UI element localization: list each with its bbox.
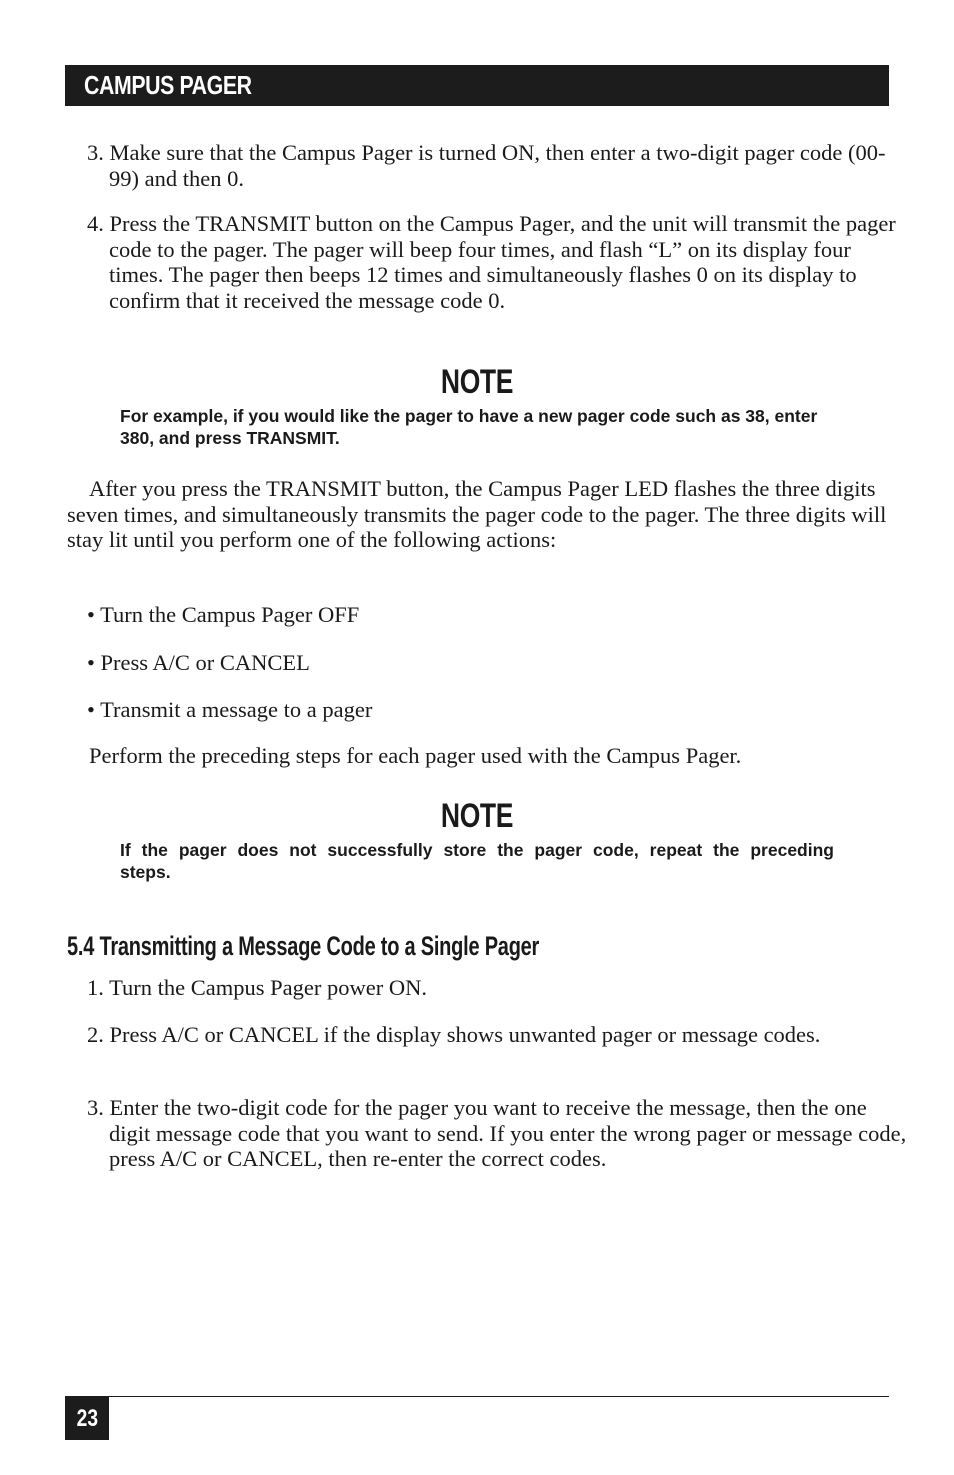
- step-3-make-sure: 3. Make sure that the Campus Pager is turned ON, then enter a two-digit pager code (00-99) and then 0.: [87, 140, 886, 191]
- note-text: For example, if you would like the pager to have a new pager code such as 38, enter 380, and press TRANSMIT.: [120, 406, 818, 448]
- note-heading: NOTE: [440, 797, 514, 835]
- page-number: 23: [76, 1405, 98, 1432]
- running-header-title: CAMPUS PAGER: [84, 70, 252, 100]
- bullet-item: • Turn the Campus Pager OFF: [87, 602, 360, 627]
- step-1-power-on: 1. Turn the Campus Pager power ON.: [87, 975, 427, 1000]
- body-paragraph: After you press the TRANSMIT button, the Campus Pager LED flashes the three digits seven times, and simultaneously transmits the pager code to the pager. The three digits will stay lit until you perform one of the following actions:: [67, 476, 887, 552]
- body-paragraph: Perform the preceding steps for each pager used with the Campus Pager.: [89, 743, 742, 768]
- note-heading: NOTE: [440, 363, 514, 401]
- bullet-item: • Press A/C or CANCEL: [87, 650, 310, 675]
- note-text: If the pager does not successfully store the pager code, repeat the preceding steps.: [120, 840, 834, 882]
- step-2-press-cancel: 2. Press A/C or CANCEL if the display shows unwanted pager or message codes.: [87, 1022, 821, 1047]
- bullet-item: • Transmit a message to a pager: [87, 697, 373, 722]
- step-4-press-transmit: 4. Press the TRANSMIT button on the Campus Pager, and the unit will transmit the pager code to the pager. The pager will beep four times, and flash “L” on its display four times. The pager then beeps 12 times and simultaneously flashes 0 on its display to confirm that it received the message code 0.: [87, 211, 896, 313]
- page-number-box: [65, 1397, 109, 1440]
- footer-rule: [65, 1396, 889, 1397]
- running-header: [65, 65, 889, 106]
- step-3-enter-code: 3. Enter the two-digit code for the pager you want to receive the message, then the one digit message code that you want to send. If you enter the wrong pager or message code, press A/C or CANCEL, then re-enter the correct codes.: [87, 1095, 907, 1171]
- section-heading: 5.4 Transmitting a Message Code to a Single Pager: [67, 931, 540, 961]
